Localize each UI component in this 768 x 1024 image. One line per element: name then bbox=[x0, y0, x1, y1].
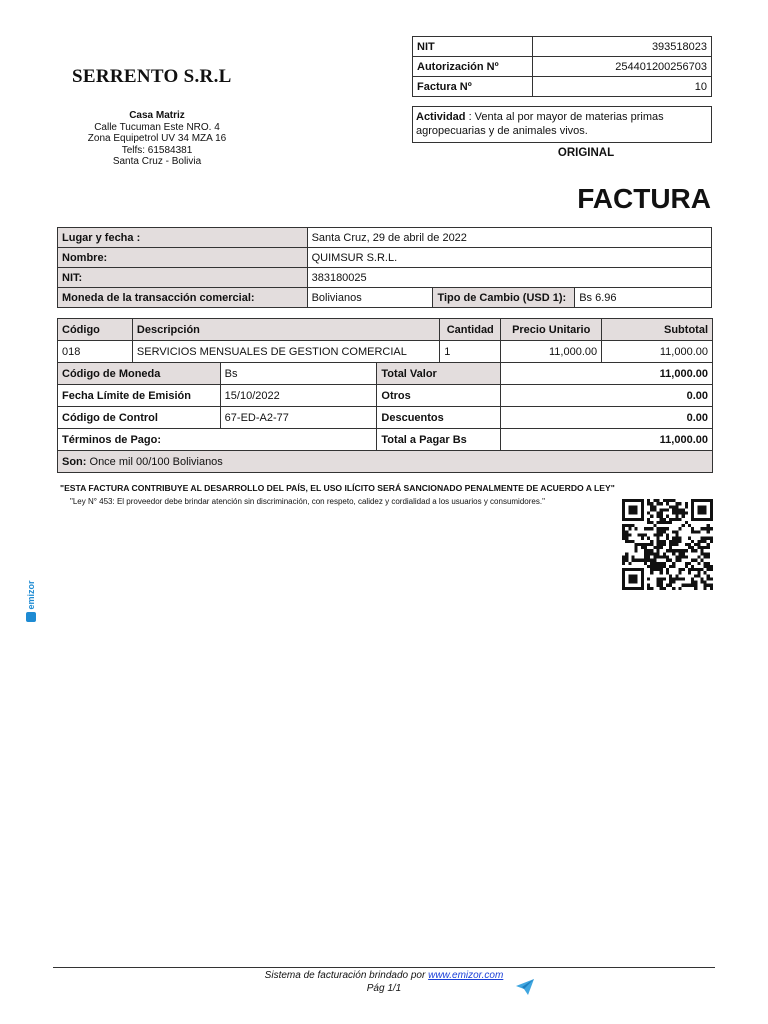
others-label: Otros bbox=[377, 385, 501, 407]
col-header-code: Código bbox=[58, 319, 133, 341]
col-header-description: Descripción bbox=[132, 319, 439, 341]
client-nit-label: NIT: bbox=[58, 268, 308, 288]
address-line-2: Zona Equipetrol UV 34 MZA 16 bbox=[87, 133, 227, 145]
total-pay-label: Total a Pagar Bs bbox=[377, 429, 501, 451]
total-value: 11,000.00 bbox=[501, 363, 713, 385]
item-subtotal: 11,000.00 bbox=[602, 341, 713, 363]
branch-label: Casa Matriz bbox=[129, 110, 185, 121]
col-header-quantity: Cantidad bbox=[440, 319, 501, 341]
activity-box bbox=[412, 106, 712, 143]
currency-value: Bolivianos bbox=[307, 288, 433, 308]
city: Santa Cruz - Bolivia bbox=[112, 156, 202, 168]
amount-words-label: Son: bbox=[62, 455, 87, 468]
client-name-label: Nombre: bbox=[58, 248, 308, 268]
col-header-subtotal: Subtotal bbox=[602, 319, 713, 341]
client-name-value: QUIMSUR S.R.L. bbox=[307, 248, 711, 268]
law-notice: "Ley N° 453: El proveedor debe brindar atención sin discriminación, con respeto, calidez y cordialidad a los usuarios y consumidores." bbox=[70, 497, 545, 506]
items-table bbox=[57, 318, 713, 473]
footer-divider bbox=[53, 967, 715, 968]
emizor-logo-text: emizor bbox=[26, 580, 36, 610]
emizor-logo-mark bbox=[26, 612, 36, 622]
item-unit-price: 11,000.00 bbox=[501, 341, 602, 363]
currency-code-label: Código de Moneda bbox=[58, 363, 221, 385]
amount-words-value: Once mil 00/100 Bolivianos bbox=[86, 455, 223, 468]
exchange-rate-value: Bs 6.96 bbox=[575, 288, 712, 308]
client-nit-value: 383180025 bbox=[307, 268, 711, 288]
company-address bbox=[57, 110, 257, 168]
total-pay-value: 11,000.00 bbox=[501, 429, 713, 451]
item-code: 018 bbox=[58, 341, 133, 363]
exchange-rate-label: Tipo de Cambio (USD 1): bbox=[433, 288, 575, 308]
discounts-value: 0.00 bbox=[501, 407, 713, 429]
auth-label: Autorización Nº bbox=[413, 57, 533, 77]
auth-value: 254401200256703 bbox=[533, 57, 712, 77]
paper-plane-icon bbox=[515, 978, 535, 996]
payment-terms-label: Términos de Pago: bbox=[58, 429, 377, 451]
invoice-number-label: Factura Nº bbox=[413, 77, 533, 97]
currency-label: Moneda de la transacción comercial: bbox=[58, 288, 308, 308]
qr-code-icon bbox=[622, 499, 713, 590]
copy-label-wrap bbox=[412, 147, 760, 159]
invoice-number-value: 10 bbox=[533, 77, 712, 97]
copy-label: ORIGINAL bbox=[557, 147, 615, 159]
deadline-value: 15/10/2022 bbox=[220, 385, 377, 407]
client-table bbox=[57, 227, 712, 308]
control-code-label: Código de Control bbox=[58, 407, 221, 429]
nit-label: NIT bbox=[413, 37, 533, 57]
page-number: Pág 1/1 bbox=[366, 983, 402, 994]
invoice-info-table bbox=[412, 36, 712, 97]
deadline-label: Fecha Límite de Emisión bbox=[58, 385, 221, 407]
control-code-value: 67-ED-A2-77 bbox=[220, 407, 377, 429]
footer bbox=[53, 969, 715, 995]
discounts-label: Descuentos bbox=[377, 407, 501, 429]
document-title: FACTURA bbox=[577, 183, 711, 214]
table-row bbox=[58, 341, 713, 363]
footer-text: Sistema de facturación brindado por bbox=[264, 970, 429, 981]
address-line-1: Calle Tucuman Este NRO. 4 bbox=[94, 121, 220, 133]
item-description: SERVICIOS MENSUALES DE GESTION COMERCIAL bbox=[132, 341, 439, 363]
others-value: 0.00 bbox=[501, 385, 713, 407]
col-header-unit-price: Precio Unitario bbox=[501, 319, 602, 341]
activity-text: : Venta al por mayor de materias primas agropecuarias y de animales vivos. bbox=[416, 111, 664, 137]
total-value-label: Total Valor bbox=[377, 363, 501, 385]
emizor-logo bbox=[24, 578, 38, 624]
footer-link[interactable]: www.emizor.com bbox=[428, 970, 504, 981]
company-name: SERRENTO S.R.L bbox=[72, 66, 232, 87]
nit-value: 393518023 bbox=[533, 37, 712, 57]
place-value: Santa Cruz, 29 de abril de 2022 bbox=[307, 228, 711, 248]
activity-label: Actividad bbox=[416, 111, 466, 123]
phone: Telfs: 61584381 bbox=[121, 144, 193, 156]
amount-in-words bbox=[58, 451, 713, 473]
place-label: Lugar y fecha : bbox=[58, 228, 308, 248]
item-quantity: 1 bbox=[440, 341, 501, 363]
legal-notice: "ESTA FACTURA CONTRIBUYE AL DESARROLLO DEL PAÍS, EL USO ILÍCITO SERÁ SANCIONADO PENALMENTE DE ACUERDO A LEY" bbox=[60, 483, 615, 493]
currency-code-value: Bs bbox=[220, 363, 377, 385]
